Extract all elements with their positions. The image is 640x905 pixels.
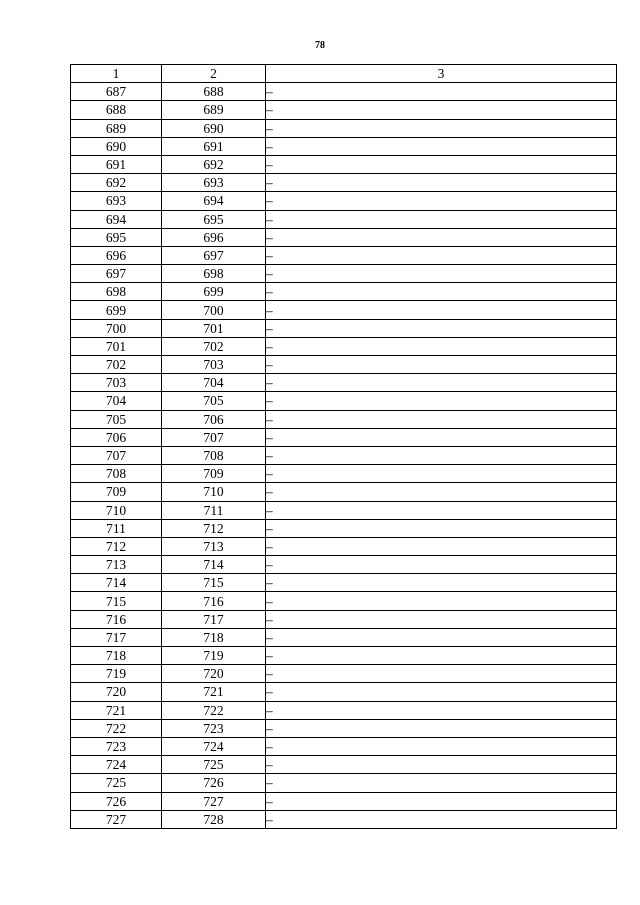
- cell-col-2: 715: [162, 574, 266, 592]
- cell-col-2: 690: [162, 119, 266, 137]
- column-header-2: 2: [162, 65, 266, 83]
- cell-col-1: 692: [71, 174, 162, 192]
- cell-col-3: –: [266, 519, 617, 537]
- table-row: [71, 410, 617, 428]
- cell-col-2: 689: [162, 101, 266, 119]
- cell-col-2: 713: [162, 537, 266, 555]
- cell-col-2: 697: [162, 246, 266, 264]
- cell-col-3: –: [266, 319, 617, 337]
- table-row: [71, 665, 617, 683]
- cell-col-1: 699: [71, 301, 162, 319]
- cell-col-1: 723: [71, 737, 162, 755]
- cell-col-2: 725: [162, 756, 266, 774]
- cell-col-1: 687: [71, 83, 162, 101]
- table-row: [71, 519, 617, 537]
- cell-col-3: –: [266, 374, 617, 392]
- cell-col-3: –: [266, 556, 617, 574]
- cell-col-1: 693: [71, 192, 162, 210]
- cell-col-1: 705: [71, 410, 162, 428]
- cell-col-3: –: [266, 283, 617, 301]
- table-body: [71, 83, 617, 829]
- cell-col-1: 696: [71, 246, 162, 264]
- table-row: [71, 774, 617, 792]
- cell-col-2: 704: [162, 374, 266, 392]
- column-header-3: 3: [266, 65, 617, 83]
- cell-col-2: 698: [162, 265, 266, 283]
- cell-col-1: 711: [71, 519, 162, 537]
- cell-col-2: 712: [162, 519, 266, 537]
- cell-col-3: –: [266, 465, 617, 483]
- cell-col-1: 715: [71, 592, 162, 610]
- cell-col-3: –: [266, 683, 617, 701]
- page-number: 78: [315, 40, 325, 51]
- cell-col-1: 714: [71, 574, 162, 592]
- table-row: [71, 537, 617, 555]
- cell-col-1: 700: [71, 319, 162, 337]
- cell-col-2: 714: [162, 556, 266, 574]
- cell-col-3: –: [266, 246, 617, 264]
- cell-col-3: –: [266, 810, 617, 828]
- cell-col-2: 707: [162, 428, 266, 446]
- table-row: [71, 737, 617, 755]
- cell-col-1: 725: [71, 774, 162, 792]
- table-row: [71, 174, 617, 192]
- cell-col-3: –: [266, 392, 617, 410]
- cell-col-2: 724: [162, 737, 266, 755]
- column-header-1: 1: [71, 65, 162, 83]
- cell-col-2: 701: [162, 319, 266, 337]
- cell-col-2: 705: [162, 392, 266, 410]
- cell-col-1: 706: [71, 428, 162, 446]
- table-row: [71, 392, 617, 410]
- cell-col-2: 716: [162, 592, 266, 610]
- cell-col-2: 700: [162, 301, 266, 319]
- cell-col-2: 720: [162, 665, 266, 683]
- cell-col-2: 691: [162, 137, 266, 155]
- cell-col-2: 718: [162, 628, 266, 646]
- cell-col-3: –: [266, 155, 617, 173]
- table-row: [71, 501, 617, 519]
- cell-col-1: 695: [71, 228, 162, 246]
- cell-col-2: 717: [162, 610, 266, 628]
- cell-col-3: –: [266, 265, 617, 283]
- cell-col-2: 702: [162, 337, 266, 355]
- cell-col-1: 719: [71, 665, 162, 683]
- table-row: [71, 337, 617, 355]
- table-row: [71, 428, 617, 446]
- cell-col-2: 726: [162, 774, 266, 792]
- cell-col-1: 708: [71, 465, 162, 483]
- cell-col-1: 707: [71, 446, 162, 464]
- table-row: [71, 210, 617, 228]
- cell-col-1: 722: [71, 719, 162, 737]
- cell-col-1: 726: [71, 792, 162, 810]
- cell-col-2: 721: [162, 683, 266, 701]
- cell-col-3: –: [266, 228, 617, 246]
- cell-col-3: –: [266, 137, 617, 155]
- cell-col-1: 713: [71, 556, 162, 574]
- table-row: [71, 792, 617, 810]
- cell-col-2: 722: [162, 701, 266, 719]
- table-row: [71, 756, 617, 774]
- cell-col-2: 711: [162, 501, 266, 519]
- cell-col-2: 728: [162, 810, 266, 828]
- cell-col-3: –: [266, 792, 617, 810]
- cell-col-2: 710: [162, 483, 266, 501]
- cell-col-3: –: [266, 701, 617, 719]
- cell-col-1: 724: [71, 756, 162, 774]
- table-row: [71, 246, 617, 264]
- table-row: [71, 483, 617, 501]
- cell-col-1: 697: [71, 265, 162, 283]
- cell-col-3: –: [266, 719, 617, 737]
- cell-col-3: –: [266, 101, 617, 119]
- cell-col-3: –: [266, 537, 617, 555]
- table-row: [71, 647, 617, 665]
- cell-col-1: 718: [71, 647, 162, 665]
- cell-col-2: 709: [162, 465, 266, 483]
- cell-col-3: –: [266, 192, 617, 210]
- table-row: [71, 683, 617, 701]
- table-row: [71, 465, 617, 483]
- cell-col-1: 694: [71, 210, 162, 228]
- cell-col-1: 701: [71, 337, 162, 355]
- data-table: [70, 64, 617, 829]
- cell-col-2: 699: [162, 283, 266, 301]
- cell-col-3: –: [266, 628, 617, 646]
- cell-col-1: 709: [71, 483, 162, 501]
- table-row: [71, 592, 617, 610]
- table-row: [71, 265, 617, 283]
- table-row: [71, 701, 617, 719]
- table-row: [71, 610, 617, 628]
- cell-col-2: 693: [162, 174, 266, 192]
- cell-col-3: –: [266, 301, 617, 319]
- cell-col-2: 703: [162, 356, 266, 374]
- cell-col-2: 695: [162, 210, 266, 228]
- cell-col-1: 704: [71, 392, 162, 410]
- cell-col-1: 703: [71, 374, 162, 392]
- table-row: [71, 719, 617, 737]
- cell-col-1: 716: [71, 610, 162, 628]
- cell-col-1: 690: [71, 137, 162, 155]
- cell-col-3: –: [266, 647, 617, 665]
- cell-col-2: 692: [162, 155, 266, 173]
- cell-col-2: 708: [162, 446, 266, 464]
- table-row: [71, 574, 617, 592]
- cell-col-1: 691: [71, 155, 162, 173]
- table-row: [71, 228, 617, 246]
- table-row: [71, 446, 617, 464]
- cell-col-3: –: [266, 174, 617, 192]
- cell-col-3: –: [266, 446, 617, 464]
- table-header-row: [71, 65, 617, 83]
- cell-col-3: –: [266, 665, 617, 683]
- cell-col-1: 717: [71, 628, 162, 646]
- cell-col-3: –: [266, 119, 617, 137]
- cell-col-1: 720: [71, 683, 162, 701]
- cell-col-3: –: [266, 774, 617, 792]
- table-row: [71, 101, 617, 119]
- cell-col-1: 727: [71, 810, 162, 828]
- cell-col-3: –: [266, 428, 617, 446]
- cell-col-3: –: [266, 83, 617, 101]
- table-row: [71, 556, 617, 574]
- cell-col-3: –: [266, 337, 617, 355]
- table-row: [71, 137, 617, 155]
- cell-col-3: –: [266, 592, 617, 610]
- table-row: [71, 283, 617, 301]
- cell-col-3: –: [266, 210, 617, 228]
- cell-col-2: 727: [162, 792, 266, 810]
- table-row: [71, 810, 617, 828]
- cell-col-3: –: [266, 410, 617, 428]
- table-row: [71, 628, 617, 646]
- cell-col-1: 712: [71, 537, 162, 555]
- cell-col-1: 688: [71, 101, 162, 119]
- table-row: [71, 83, 617, 101]
- cell-col-2: 696: [162, 228, 266, 246]
- cell-col-3: –: [266, 501, 617, 519]
- table-row: [71, 374, 617, 392]
- cell-col-1: 721: [71, 701, 162, 719]
- cell-col-2: 719: [162, 647, 266, 665]
- cell-col-3: –: [266, 610, 617, 628]
- cell-col-3: –: [266, 737, 617, 755]
- table-row: [71, 301, 617, 319]
- cell-col-1: 710: [71, 501, 162, 519]
- cell-col-1: 689: [71, 119, 162, 137]
- cell-col-3: –: [266, 756, 617, 774]
- cell-col-3: –: [266, 483, 617, 501]
- table-row: [71, 319, 617, 337]
- cell-col-3: –: [266, 574, 617, 592]
- cell-col-1: 702: [71, 356, 162, 374]
- cell-col-1: 698: [71, 283, 162, 301]
- cell-col-2: 723: [162, 719, 266, 737]
- table-row: [71, 155, 617, 173]
- table-row: [71, 192, 617, 210]
- table-row: [71, 356, 617, 374]
- cell-col-2: 688: [162, 83, 266, 101]
- cell-col-3: –: [266, 356, 617, 374]
- cell-col-2: 694: [162, 192, 266, 210]
- table-row: [71, 119, 617, 137]
- cell-col-2: 706: [162, 410, 266, 428]
